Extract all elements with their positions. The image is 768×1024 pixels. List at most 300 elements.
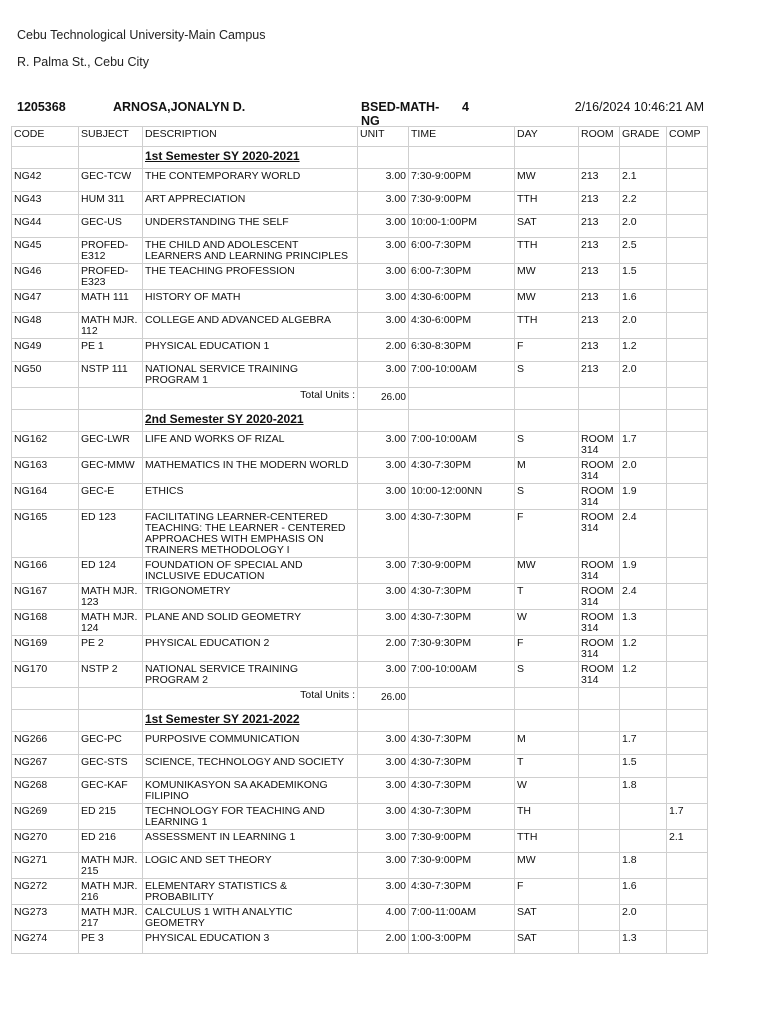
cell-code: NG167	[12, 584, 79, 610]
cell-grade: 2.4	[620, 584, 667, 610]
cell-day: M	[515, 732, 579, 755]
student-program: BSED-MATH-NG	[361, 100, 440, 128]
cell-room: ROOM 314	[579, 484, 620, 510]
cell-code: NG43	[12, 192, 79, 215]
cell-subject: ED 124	[79, 558, 143, 584]
empty-cell	[515, 688, 579, 710]
cell-day: F	[515, 510, 579, 558]
cell-day: M	[515, 458, 579, 484]
cell-code: NG162	[12, 432, 79, 458]
col-code: CODE	[12, 127, 79, 147]
cell-grade: 2.0	[620, 215, 667, 238]
cell-grade: 2.0	[620, 313, 667, 339]
table-row	[12, 931, 708, 954]
cell-room: 213	[579, 339, 620, 362]
semester-heading-row	[12, 147, 708, 169]
cell-subject: ED 215	[79, 804, 143, 830]
table-row	[12, 636, 708, 662]
cell-room: 213	[579, 362, 620, 388]
cell-unit: 3.00	[358, 755, 409, 778]
cell-grade: 1.6	[620, 879, 667, 905]
semester-heading-row	[12, 410, 708, 432]
cell-grade: 1.8	[620, 778, 667, 804]
cell-subject: NSTP 2	[79, 662, 143, 688]
empty-cell	[79, 688, 143, 710]
cell-unit: 2.00	[358, 339, 409, 362]
empty-cell	[79, 710, 143, 732]
table-row	[12, 458, 708, 484]
empty-cell	[620, 688, 667, 710]
empty-cell	[579, 410, 620, 432]
cell-unit: 3.00	[358, 169, 409, 192]
cell-comp	[667, 290, 708, 313]
cell-time: 7:30-9:00PM	[409, 169, 515, 192]
cell-code: NG49	[12, 339, 79, 362]
cell-room: 213	[579, 169, 620, 192]
cell-unit: 3.00	[358, 264, 409, 290]
cell-grade: 1.5	[620, 264, 667, 290]
cell-time: 4:30-7:30PM	[409, 755, 515, 778]
empty-cell	[667, 710, 708, 732]
cell-unit: 3.00	[358, 192, 409, 215]
cell-subject: GEC-US	[79, 215, 143, 238]
cell-room: ROOM 314	[579, 584, 620, 610]
cell-subject: GEC-MMW	[79, 458, 143, 484]
cell-unit: 3.00	[358, 558, 409, 584]
cell-time: 7:30-9:00PM	[409, 830, 515, 853]
cell-time: 4:30-7:30PM	[409, 804, 515, 830]
empty-cell	[620, 410, 667, 432]
cell-code: NG267	[12, 755, 79, 778]
empty-cell	[79, 388, 143, 410]
cell-time: 4:30-7:30PM	[409, 584, 515, 610]
cell-grade: 1.7	[620, 432, 667, 458]
cell-subject: PROFED-E323	[79, 264, 143, 290]
empty-cell	[579, 147, 620, 169]
cell-unit: 3.00	[358, 610, 409, 636]
table-row	[12, 584, 708, 610]
cell-unit: 3.00	[358, 879, 409, 905]
cell-unit: 3.00	[358, 362, 409, 388]
col-time: TIME	[409, 127, 515, 147]
cell-subject: MATH MJR. 124	[79, 610, 143, 636]
cell-day: TH	[515, 804, 579, 830]
cell-grade	[620, 830, 667, 853]
empty-cell	[620, 710, 667, 732]
cell-time: 10:00-1:00PM	[409, 215, 515, 238]
cell-subject: PE 1	[79, 339, 143, 362]
student-name: ARNOSA,JONALYN D.	[113, 100, 246, 114]
cell-subject: MATH MJR. 216	[79, 879, 143, 905]
cell-unit: 3.00	[358, 662, 409, 688]
cell-day: TTH	[515, 313, 579, 339]
cell-room	[579, 732, 620, 755]
cell-comp: 1.7	[667, 804, 708, 830]
cell-time: 7:00-10:00AM	[409, 362, 515, 388]
total-units-row	[12, 388, 708, 410]
cell-comp	[667, 662, 708, 688]
empty-cell	[12, 147, 79, 169]
cell-subject: MATH MJR. 112	[79, 313, 143, 339]
cell-description: PHYSICAL EDUCATION 2	[143, 636, 358, 662]
table-row	[12, 732, 708, 755]
cell-room	[579, 931, 620, 954]
cell-day: MW	[515, 290, 579, 313]
table-row	[12, 510, 708, 558]
cell-code: NG46	[12, 264, 79, 290]
col-description: DESCRIPTION	[143, 127, 358, 147]
col-subject: SUBJECT	[79, 127, 143, 147]
cell-description: UNDERSTANDING THE SELF	[143, 215, 358, 238]
cell-description: COLLEGE AND ADVANCED ALGEBRA	[143, 313, 358, 339]
table-row	[12, 215, 708, 238]
cell-room: ROOM 314	[579, 610, 620, 636]
cell-day: S	[515, 484, 579, 510]
cell-room: 213	[579, 290, 620, 313]
cell-unit: 3.00	[358, 432, 409, 458]
cell-comp	[667, 264, 708, 290]
cell-time: 7:30-9:00PM	[409, 853, 515, 879]
cell-subject: GEC-TCW	[79, 169, 143, 192]
cell-description: SCIENCE, TECHNOLOGY AND SOCIETY	[143, 755, 358, 778]
cell-grade: 2.1	[620, 169, 667, 192]
cell-room: 213	[579, 192, 620, 215]
cell-unit: 3.00	[358, 804, 409, 830]
cell-grade: 1.6	[620, 290, 667, 313]
cell-day: F	[515, 879, 579, 905]
empty-cell	[409, 688, 515, 710]
empty-cell	[12, 710, 79, 732]
print-datetime: 2/16/2024 10:46:21 AM	[574, 100, 704, 114]
cell-unit: 3.00	[358, 238, 409, 264]
cell-comp	[667, 636, 708, 662]
cell-day: MW	[515, 264, 579, 290]
cell-time: 1:00-3:00PM	[409, 931, 515, 954]
cell-grade: 1.8	[620, 853, 667, 879]
cell-unit: 3.00	[358, 215, 409, 238]
cell-subject: GEC-E	[79, 484, 143, 510]
col-grade: GRADE	[620, 127, 667, 147]
cell-day: S	[515, 662, 579, 688]
cell-subject: GEC-STS	[79, 755, 143, 778]
cell-comp	[667, 584, 708, 610]
cell-description: PHYSICAL EDUCATION 3	[143, 931, 358, 954]
cell-time: 4:30-7:30PM	[409, 778, 515, 804]
cell-comp	[667, 458, 708, 484]
empty-cell	[579, 388, 620, 410]
cell-time: 4:30-7:30PM	[409, 610, 515, 636]
school-name: Cebu Technological University-Main Campus	[17, 28, 266, 42]
cell-room: 213	[579, 264, 620, 290]
cell-room: ROOM 314	[579, 510, 620, 558]
cell-subject: MATH MJR. 123	[79, 584, 143, 610]
cell-description: THE CONTEMPORARY WORLD	[143, 169, 358, 192]
table-row	[12, 804, 708, 830]
table-row	[12, 662, 708, 688]
cell-comp	[667, 558, 708, 584]
cell-grade: 2.4	[620, 510, 667, 558]
cell-grade: 1.3	[620, 610, 667, 636]
col-day: DAY	[515, 127, 579, 147]
cell-subject: PE 2	[79, 636, 143, 662]
cell-description: HISTORY OF MATH	[143, 290, 358, 313]
empty-cell	[358, 410, 409, 432]
empty-cell	[358, 710, 409, 732]
cell-time: 6:00-7:30PM	[409, 238, 515, 264]
cell-unit: 4.00	[358, 905, 409, 931]
cell-day: TTH	[515, 830, 579, 853]
cell-room: ROOM 314	[579, 636, 620, 662]
cell-description: FOUNDATION OF SPECIAL AND INCLUSIVE EDUCATION	[143, 558, 358, 584]
table-row	[12, 339, 708, 362]
semester-title: 2nd Semester SY 2020-2021	[143, 410, 358, 432]
cell-code: NG164	[12, 484, 79, 510]
cell-subject: NSTP 111	[79, 362, 143, 388]
cell-time: 7:00-10:00AM	[409, 662, 515, 688]
cell-time: 4:30-7:30PM	[409, 510, 515, 558]
table-row	[12, 905, 708, 931]
cell-room: 213	[579, 238, 620, 264]
cell-day: MW	[515, 853, 579, 879]
empty-cell	[667, 688, 708, 710]
cell-comp	[667, 215, 708, 238]
semester-heading-row	[12, 710, 708, 732]
semester-title: 1st Semester SY 2020-2021	[143, 147, 358, 169]
cell-day: TTH	[515, 238, 579, 264]
table-row	[12, 853, 708, 879]
empty-cell	[12, 688, 79, 710]
cell-description: ASSESSMENT IN LEARNING 1	[143, 830, 358, 853]
cell-comp	[667, 362, 708, 388]
cell-code: NG165	[12, 510, 79, 558]
cell-subject: GEC-PC	[79, 732, 143, 755]
cell-description: MATHEMATICS IN THE MODERN WORLD	[143, 458, 358, 484]
cell-day: T	[515, 584, 579, 610]
cell-unit: 2.00	[358, 636, 409, 662]
cell-room	[579, 853, 620, 879]
cell-description: TRIGONOMETRY	[143, 584, 358, 610]
cell-subject: PROFED-E312	[79, 238, 143, 264]
cell-room: ROOM 314	[579, 662, 620, 688]
cell-code: NG273	[12, 905, 79, 931]
cell-grade: 2.0	[620, 905, 667, 931]
cell-comp	[667, 339, 708, 362]
cell-description: NATIONAL SERVICE TRAINING PROGRAM 2	[143, 662, 358, 688]
cell-day: SAT	[515, 215, 579, 238]
cell-day: SAT	[515, 905, 579, 931]
table-row	[12, 192, 708, 215]
cell-description: FACILITATING LEARNER-CENTERED TEACHING: THE LEARNER - CENTERED APPROACHES WITH EMPHASIS ON TRAINERS METHODOLOGY I	[143, 510, 358, 558]
cell-comp	[667, 169, 708, 192]
cell-unit: 3.00	[358, 584, 409, 610]
table-row	[12, 362, 708, 388]
cell-comp	[667, 610, 708, 636]
cell-subject: GEC-KAF	[79, 778, 143, 804]
cell-day: S	[515, 432, 579, 458]
cell-time: 7:30-9:30PM	[409, 636, 515, 662]
table-row	[12, 313, 708, 339]
cell-code: NG50	[12, 362, 79, 388]
cell-time: 4:30-6:00PM	[409, 290, 515, 313]
table-header-row	[12, 127, 708, 147]
empty-cell	[667, 147, 708, 169]
empty-cell	[667, 388, 708, 410]
cell-comp	[667, 853, 708, 879]
cell-day: MW	[515, 558, 579, 584]
cell-grade: 1.2	[620, 636, 667, 662]
cell-comp	[667, 778, 708, 804]
cell-grade: 2.2	[620, 192, 667, 215]
total-units-value: 26.00	[358, 688, 409, 710]
cell-day: SAT	[515, 931, 579, 954]
cell-grade: 1.9	[620, 558, 667, 584]
cell-grade: 1.7	[620, 732, 667, 755]
cell-grade: 1.9	[620, 484, 667, 510]
cell-grade: 2.0	[620, 362, 667, 388]
empty-cell	[620, 147, 667, 169]
cell-subject: GEC-LWR	[79, 432, 143, 458]
grades-table	[11, 126, 708, 954]
table-row	[12, 778, 708, 804]
cell-time: 6:30-8:30PM	[409, 339, 515, 362]
cell-comp	[667, 905, 708, 931]
cell-description: PHYSICAL EDUCATION 1	[143, 339, 358, 362]
cell-unit: 3.00	[358, 732, 409, 755]
table-row	[12, 169, 708, 192]
cell-description: PLANE AND SOLID GEOMETRY	[143, 610, 358, 636]
cell-day: TTH	[515, 192, 579, 215]
cell-room: ROOM 314	[579, 558, 620, 584]
cell-code: NG268	[12, 778, 79, 804]
table-row	[12, 290, 708, 313]
cell-description: NATIONAL SERVICE TRAINING PROGRAM 1	[143, 362, 358, 388]
cell-code: NG170	[12, 662, 79, 688]
cell-time: 7:30-9:00PM	[409, 558, 515, 584]
cell-description: ELEMENTARY STATISTICS & PROBABILITY	[143, 879, 358, 905]
cell-room: 213	[579, 215, 620, 238]
cell-code: NG270	[12, 830, 79, 853]
cell-time: 4:30-6:00PM	[409, 313, 515, 339]
cell-unit: 3.00	[358, 484, 409, 510]
total-units-label: Total Units :	[143, 388, 358, 410]
cell-description: THE TEACHING PROFESSION	[143, 264, 358, 290]
cell-code: NG271	[12, 853, 79, 879]
cell-room	[579, 804, 620, 830]
student-id: 1205368	[17, 100, 66, 114]
cell-code: NG266	[12, 732, 79, 755]
student-year: 4	[462, 100, 469, 114]
cell-description: PURPOSIVE COMMUNICATION	[143, 732, 358, 755]
cell-code: NG48	[12, 313, 79, 339]
col-room: ROOM	[579, 127, 620, 147]
cell-grade	[620, 804, 667, 830]
cell-code: NG163	[12, 458, 79, 484]
empty-cell	[515, 388, 579, 410]
cell-subject: MATH MJR. 217	[79, 905, 143, 931]
total-units-row	[12, 688, 708, 710]
table-row	[12, 755, 708, 778]
cell-code: NG45	[12, 238, 79, 264]
cell-comp	[667, 313, 708, 339]
cell-description: ETHICS	[143, 484, 358, 510]
cell-description: LOGIC AND SET THEORY	[143, 853, 358, 879]
cell-time: 4:30-7:30PM	[409, 458, 515, 484]
empty-cell	[12, 410, 79, 432]
cell-grade: 1.5	[620, 755, 667, 778]
cell-comp	[667, 238, 708, 264]
cell-day: F	[515, 636, 579, 662]
cell-description: THE CHILD AND ADOLESCENT LEARNERS AND LEARNING PRINCIPLES	[143, 238, 358, 264]
cell-description: KOMUNIKASYON SA AKADEMIKONG FILIPINO	[143, 778, 358, 804]
cell-comp	[667, 192, 708, 215]
cell-unit: 2.00	[358, 931, 409, 954]
empty-cell	[667, 410, 708, 432]
cell-room	[579, 778, 620, 804]
cell-grade: 2.5	[620, 238, 667, 264]
cell-unit: 3.00	[358, 830, 409, 853]
cell-room	[579, 830, 620, 853]
cell-time: 4:30-7:30PM	[409, 879, 515, 905]
col-comp: COMP	[667, 127, 708, 147]
cell-grade: 1.2	[620, 339, 667, 362]
cell-unit: 3.00	[358, 458, 409, 484]
cell-comp	[667, 732, 708, 755]
cell-code: NG269	[12, 804, 79, 830]
cell-room: ROOM 314	[579, 432, 620, 458]
cell-room: 213	[579, 313, 620, 339]
empty-cell	[409, 710, 515, 732]
cell-code: NG42	[12, 169, 79, 192]
cell-code: NG169	[12, 636, 79, 662]
cell-day: T	[515, 755, 579, 778]
empty-cell	[515, 147, 579, 169]
cell-comp	[667, 432, 708, 458]
cell-room	[579, 879, 620, 905]
cell-description: CALCULUS 1 WITH ANALYTIC GEOMETRY	[143, 905, 358, 931]
empty-cell	[79, 410, 143, 432]
empty-cell	[620, 388, 667, 410]
cell-description: TECHNOLOGY FOR TEACHING AND LEARNING 1	[143, 804, 358, 830]
cell-comp	[667, 484, 708, 510]
empty-cell	[358, 147, 409, 169]
col-unit: UNIT	[358, 127, 409, 147]
cell-grade: 2.0	[620, 458, 667, 484]
cell-grade: 1.3	[620, 931, 667, 954]
cell-day: F	[515, 339, 579, 362]
total-units-value: 26.00	[358, 388, 409, 410]
cell-time: 7:00-10:00AM	[409, 432, 515, 458]
empty-cell	[409, 147, 515, 169]
cell-code: NG272	[12, 879, 79, 905]
cell-comp	[667, 755, 708, 778]
cell-code: NG274	[12, 931, 79, 954]
cell-comp	[667, 510, 708, 558]
empty-cell	[579, 688, 620, 710]
cell-description: LIFE AND WORKS OF RIZAL	[143, 432, 358, 458]
cell-subject: PE 3	[79, 931, 143, 954]
cell-code: NG168	[12, 610, 79, 636]
empty-cell	[515, 710, 579, 732]
cell-time: 7:30-9:00PM	[409, 192, 515, 215]
total-units-label: Total Units :	[143, 688, 358, 710]
cell-code: NG166	[12, 558, 79, 584]
empty-cell	[515, 410, 579, 432]
cell-day: MW	[515, 169, 579, 192]
cell-comp	[667, 931, 708, 954]
cell-code: NG44	[12, 215, 79, 238]
cell-time: 7:00-11:00AM	[409, 905, 515, 931]
empty-cell	[409, 410, 515, 432]
